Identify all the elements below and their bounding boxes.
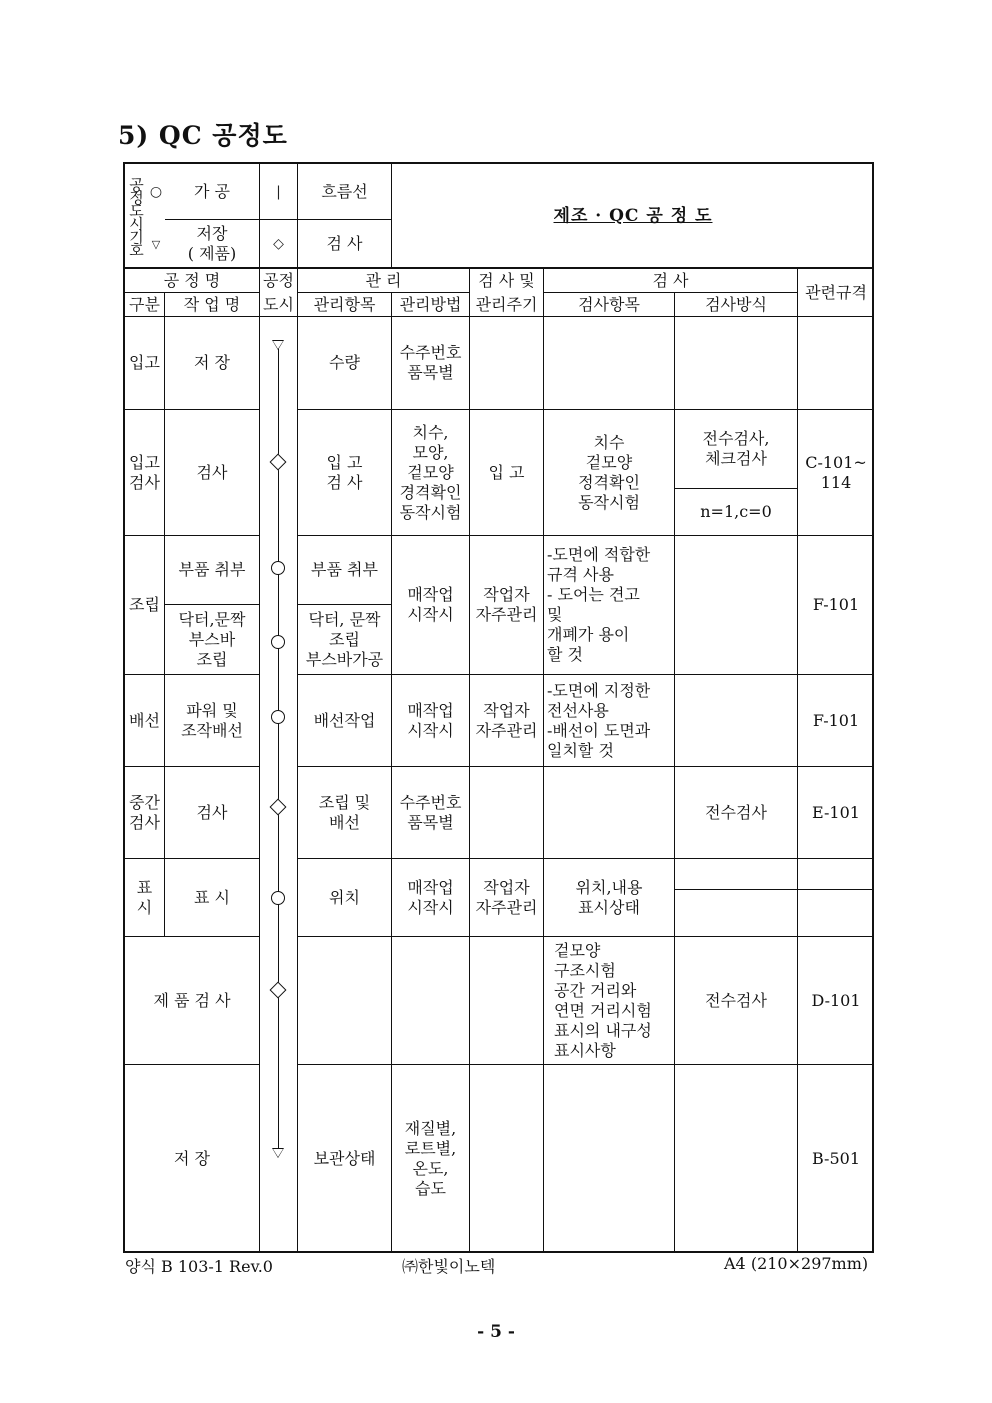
r6-inspect-method-b: [675, 890, 798, 937]
hdr-process: 공정: [260, 269, 298, 293]
r7-inspect-item: 겉모양 구조시험 공간 거리와 연면 거리시험 표시의 내구성 표시사항: [544, 937, 675, 1065]
r2-standard: C-101~ 114: [798, 410, 874, 536]
r6-work: 표 시: [165, 859, 260, 937]
r6-inspect-method-a: [675, 859, 798, 890]
r3-work-b: 닥터,문짝 부스바 조립: [165, 605, 260, 675]
hdr-process-2: 도시: [260, 293, 298, 317]
r1-cycle: [470, 317, 544, 410]
r5-work: 검사: [165, 767, 260, 859]
r4-work: 파워 및 조작배선: [165, 675, 260, 767]
legend-flow: 흐름선: [298, 164, 392, 220]
r2-method: 치수, 모양, 겉모양 경격확인 동작시험: [392, 410, 470, 536]
r6-item: 위치: [298, 859, 392, 937]
r2-inspect-method-a: 전수검사, 체크검사: [675, 410, 798, 489]
hdr-control: 관 리: [298, 269, 470, 293]
process-circle-icon-r3b: [271, 635, 285, 649]
r7-standard: D-101: [798, 937, 874, 1065]
legend-label-text: 공정도시기호: [127, 177, 145, 255]
r8-cycle: [470, 1065, 544, 1253]
r6-division: 표 시: [125, 859, 165, 937]
storage-triangle-icon-bottom: [272, 1148, 284, 1158]
r6-standard-b: [798, 890, 874, 937]
legend-gagong: 가 공: [165, 164, 260, 220]
hdr-inspect-method: 검사방식: [675, 293, 798, 317]
r3-division: 조립: [125, 536, 165, 675]
r4-inspect-item: -도면에 지정한 전선사용 -배선이 도면과 일치할 것: [544, 675, 675, 767]
r5-division: 중간 검사: [125, 767, 165, 859]
legend-storage: 저장 ( 제품): [165, 220, 260, 269]
r4-cycle: 작업자 자주관리: [470, 675, 544, 767]
r4-division: 배선: [125, 675, 165, 767]
r5-standard: E-101: [798, 767, 874, 859]
r3-standard: F-101: [798, 536, 874, 675]
r2-inspect-method-b: n=1,c=0: [675, 489, 798, 536]
legend-storage-symbol: ▽: [151, 237, 161, 251]
hdr-inspection-and: 검 사 및: [470, 269, 544, 293]
legend-flow-symbol: |: [260, 164, 298, 220]
r6-inspect-item: 위치,내용 표시상태: [544, 859, 675, 937]
r3-work-a: 부품 취부: [165, 536, 260, 605]
r3-method: 매작업 시작시: [392, 536, 470, 675]
footer-paper: A4 (210×297mm): [724, 1254, 869, 1273]
r4-item: 배선작업: [298, 675, 392, 767]
hdr-control-method: 관리방법: [392, 293, 470, 317]
r8-work: 저 장: [125, 1065, 260, 1253]
r3-item-b: 닥터, 문짝 조립 부스바가공: [298, 605, 392, 675]
chart-title: 제조 · QC 공 정 도: [553, 205, 713, 226]
r5-inspect-method: 전수검사: [675, 767, 798, 859]
chart-title-cell: [392, 164, 874, 269]
storage-triangle-icon-top: [272, 340, 284, 350]
footer-form: 양식 B 103-1 Rev.0: [125, 1257, 273, 1276]
hdr-control-cycle: 관리주기: [470, 293, 544, 317]
qc-process-chart-table: [123, 162, 874, 1253]
r2-work: 검사: [165, 410, 260, 536]
r7-item: [298, 937, 392, 1065]
legend-gagong-symbol: ○: [149, 184, 163, 200]
r8-inspect-method: [675, 1065, 798, 1253]
r7-work: 제 품 검 사: [125, 937, 260, 1065]
r4-inspect-method: [675, 675, 798, 767]
legend-inspect-symbol: ◇: [260, 220, 298, 269]
r4-standard: F-101: [798, 675, 874, 767]
legend-label: [125, 164, 147, 269]
process-circle-icon-r3a: [271, 561, 285, 575]
r1-inspect-item: [544, 317, 675, 410]
hdr-division: 구분: [125, 293, 165, 317]
process-circle-icon-r4: [271, 710, 285, 724]
r5-inspect-item: [544, 767, 675, 859]
hdr-work-name: 작 업 명: [165, 293, 260, 317]
r2-division: 입고 검사: [125, 410, 165, 536]
hdr-standard: 관련규격: [798, 269, 874, 317]
r3-item-a: 부품 취부: [298, 536, 392, 605]
hdr-inspection: 검 사: [544, 269, 798, 293]
r8-method: 재질별, 로트별, 온도, 습도: [392, 1065, 470, 1253]
r3-cycle: 작업자 자주관리: [470, 536, 544, 675]
r5-item: 조립 및 배선: [298, 767, 392, 859]
r3-inspect-item: -도면에 적합한 규격 사용 - 도어는 견고 및 개폐가 용이 할 것: [544, 536, 675, 675]
page-title: 5) QC 공정도: [118, 121, 288, 150]
r1-work: 저 장: [165, 317, 260, 410]
r2-cycle: 입 고: [470, 410, 544, 536]
r7-cycle: [470, 937, 544, 1065]
r8-item: 보관상태: [298, 1065, 392, 1253]
hdr-process-name: 공 정 명: [125, 269, 260, 293]
legend-inspect: 검 사: [298, 220, 392, 269]
r6-method: 매작업 시작시: [392, 859, 470, 937]
r8-standard: B-501: [812, 1149, 860, 1168]
r1-standard: [798, 317, 874, 410]
r5-cycle: [470, 767, 544, 859]
r6-standard-a: [798, 859, 874, 890]
r8-inspect-item: [544, 1065, 675, 1253]
r4-method: 매작업 시작시: [392, 675, 470, 767]
r1-item: 수량: [298, 317, 392, 410]
r1-division: 입고: [125, 317, 165, 410]
r2-inspect-item: 치수 겉모양 정격확인 동작시험: [544, 410, 675, 536]
r6-cycle: 작업자 자주관리: [470, 859, 544, 937]
r3-inspect-method: [675, 536, 798, 675]
hdr-control-item: 관리항목: [298, 293, 392, 317]
footer-company: ㈜한빛이노텍: [402, 1257, 496, 1276]
r7-method: [392, 937, 470, 1065]
r1-method: 수주번호 품목별: [392, 317, 470, 410]
page-number: - 5 -: [477, 1322, 515, 1342]
r1-inspect-method: [675, 317, 798, 410]
r5-method: 수주번호 품목별: [392, 767, 470, 859]
r7-inspect-method: 전수검사: [675, 937, 798, 1065]
r2-item: 입 고 검 사: [298, 410, 392, 536]
process-circle-icon-r6: [271, 891, 285, 905]
hdr-inspect-item: 검사항목: [544, 293, 675, 317]
